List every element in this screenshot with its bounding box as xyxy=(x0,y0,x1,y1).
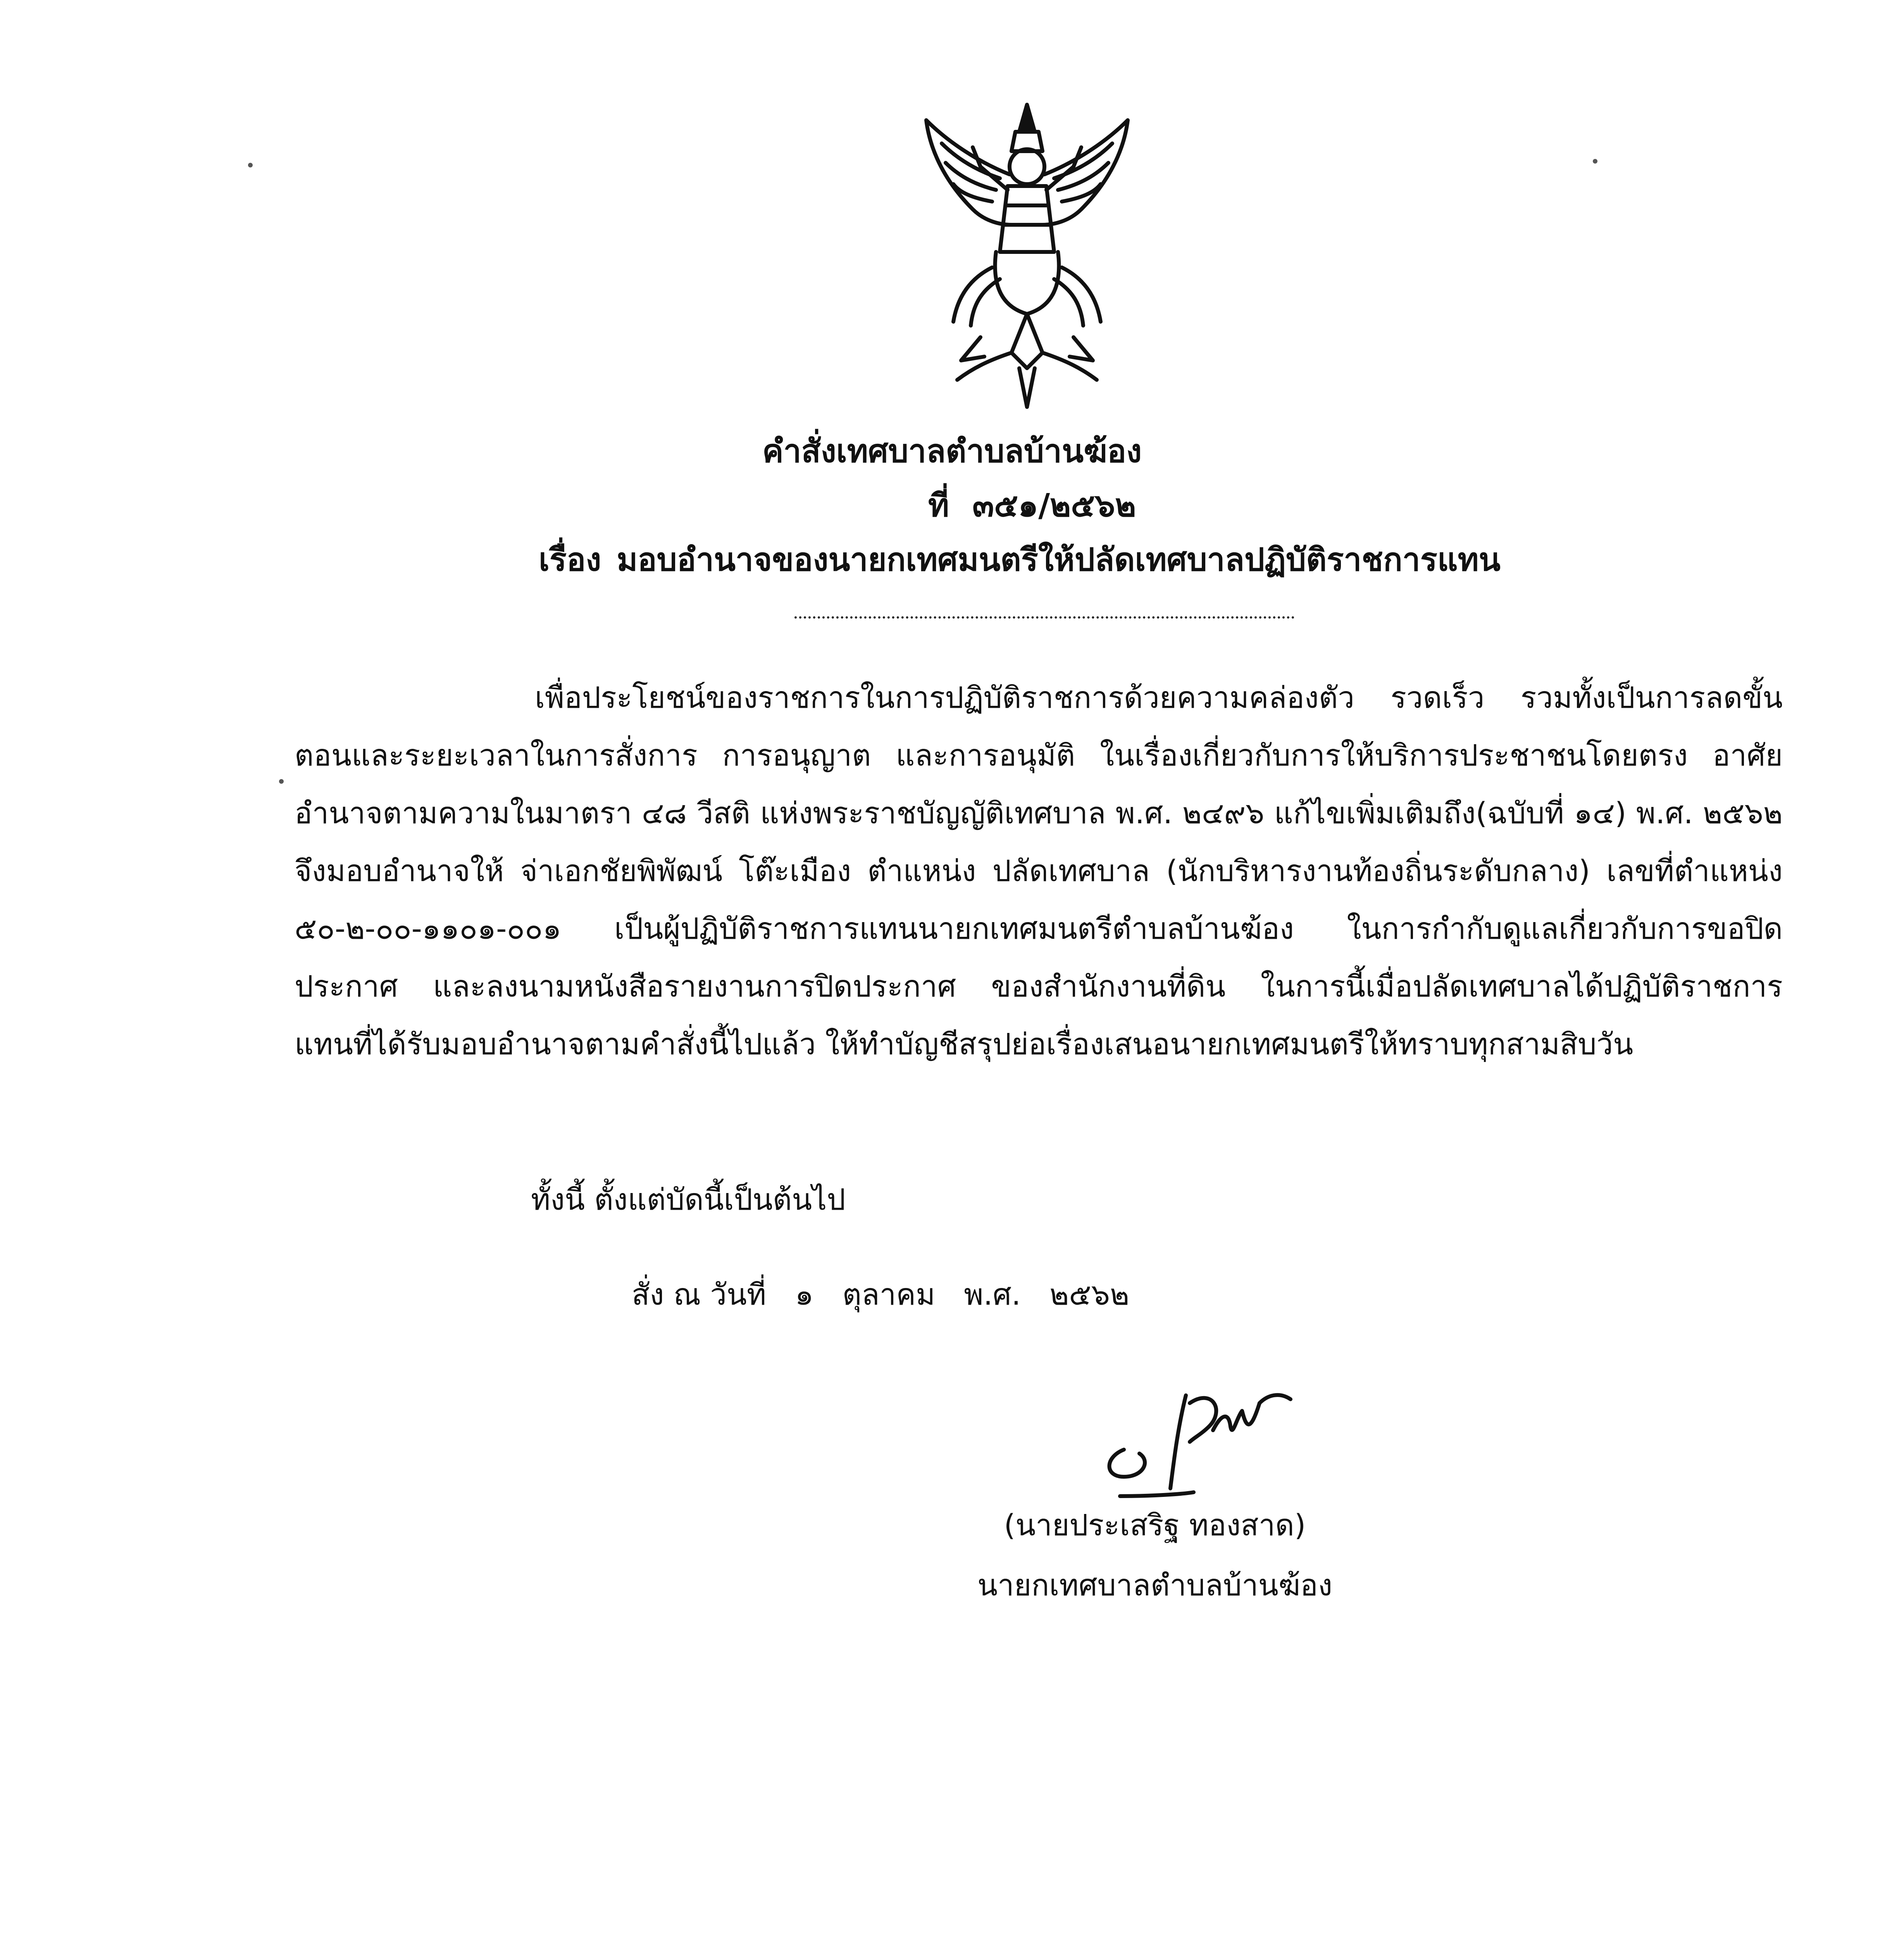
dotted-divider xyxy=(794,616,1294,619)
scan-speck xyxy=(1593,159,1597,164)
order-date xyxy=(632,1273,1149,1316)
order-date-day: ๑ xyxy=(795,1277,814,1312)
garuda-emblem-icon xyxy=(903,97,1151,415)
order-date-label: สั่ง ณ วันที่ xyxy=(632,1277,767,1312)
order-number xyxy=(928,484,1277,527)
order-number-value: ๓๕๑/๒๕๖๒ xyxy=(972,487,1136,524)
order-date-year: ๒๕๖๒ xyxy=(1049,1277,1130,1312)
effective-statement: ทั้งนี้ ตั้งแต่บัดนี้เป็นต้นไป xyxy=(531,1182,846,1217)
scan-speck xyxy=(248,163,253,167)
order-body-paragraph: เพื่อประโยชน์ของราชการในการปฏิบัติราชการด้วยความคล่องตัว รวดเร็ว รวมทั้งเป็นการลดขั้นตอนและระยะเวลาในการสั่งการ การอนุญาต และการอนุมัติ ในเรื่องเกี่ยวกับการให้บริการประชาชนโดยตรง อาศัยอำนาจตามความในมาตรา ๔๘ วีสติ แห่งพระราชบัญญัติเทศบาล พ.ศ. ๒๔๙๖ แก้ไขเพิ่มเติมถึง(ฉบับที่ ๑๔) พ.ศ. ๒๕๖๒ จึงมอบอำนาจให้ จ่าเอกชัยพิพัฒน์ โต๊ะเมือง ตำแหน่ง ปลัดเทศบาล (นักบริหารงานท้องถิ่นระดับกลาง) เลขที่ตำแหน่ง ๕๐-๒-๐๐-๑๑๐๑-๐๐๑ เป็นผู้ปฏิบัติราชการแทนนายกเทศมนตรีตำบลบ้านฆ้อง ในการกำกับดูแลเกี่ยวกับการขอปิดประกาศ และลงนามหนังสือรายงานการปิดประกาศ ของสำนักงานที่ดิน ในการนี้เมื่อปลัดเทศบาลได้ปฏิบัติราชการแทนที่ได้รับมอบอำนาจตามคำสั่งนี้ไปแล้ว ให้ทำบัญชีสรุปย่อเรื่องเสนอนายกเทศมนตรีให้ทราบทุกสามสิบวัน xyxy=(295,680,1783,1061)
signer-position: นายกเทศบาลตำบลบ้านฆ้อง xyxy=(977,1568,1332,1602)
order-subject-value: มอบอำนาจของนายกเทศมนตรีให้ปลัดเทศบาลปฏิบัติราชการแทน xyxy=(617,541,1501,578)
order-number-label: ที่ xyxy=(928,487,949,524)
order-title: คำสั่งเทศบาลตำบลบ้านฆ้อง xyxy=(762,433,1142,470)
order-date-year-label: พ.ศ. xyxy=(964,1277,1021,1312)
order-date-month: ตุลาคม xyxy=(842,1277,936,1312)
handwritten-signature xyxy=(1097,1380,1298,1508)
order-subject xyxy=(539,539,1779,581)
order-subject-label: เรื่อง xyxy=(539,541,601,578)
scan-speck xyxy=(279,779,284,784)
signer-name: (นายประเสริฐ ทองสาด) xyxy=(1004,1508,1306,1542)
